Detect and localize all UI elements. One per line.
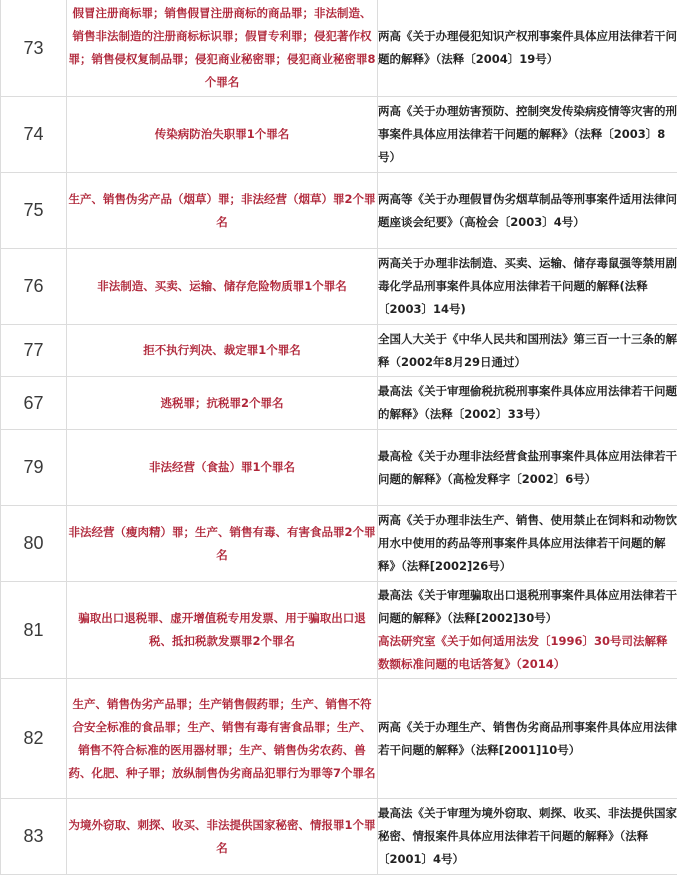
legal-basis bbox=[378, 325, 677, 377]
row-number: 83 bbox=[1, 799, 67, 875]
row-number: 67 bbox=[1, 377, 67, 430]
legal-basis bbox=[378, 582, 677, 679]
row-number: 80 bbox=[1, 506, 67, 582]
row-number: 76 bbox=[1, 249, 67, 325]
legal-basis bbox=[378, 506, 677, 582]
row-number: 74 bbox=[1, 97, 67, 173]
legal-basis bbox=[378, 97, 677, 173]
table-row bbox=[1, 97, 677, 173]
row-number: 73 bbox=[1, 0, 67, 97]
row-number: 79 bbox=[1, 430, 67, 506]
legal-basis bbox=[378, 799, 677, 875]
legal-basis bbox=[378, 173, 677, 249]
table-row bbox=[1, 799, 677, 875]
crime-names: 拒不执行判决、裁定罪1个罪名 bbox=[67, 325, 378, 377]
legal-basis bbox=[378, 679, 677, 799]
crime-names: 骗取出口退税罪、虚开增值税专用发票、用于骗取出口退税、抵扣税款发票罪2个罪名 bbox=[67, 582, 378, 679]
crime-names: 非法经营（瘦肉精）罪；生产、销售有毒、有害食品罪2个罪名 bbox=[67, 506, 378, 582]
basis-text: 最高法《关于审理偷税抗税刑事案件具体应用法律若干问题的解释》（法释〔2002〕33号） bbox=[378, 384, 677, 421]
table-row bbox=[1, 173, 677, 249]
table-row bbox=[1, 0, 677, 97]
row-number: 75 bbox=[1, 173, 67, 249]
table-row bbox=[1, 325, 677, 377]
legal-basis bbox=[378, 0, 677, 97]
crime-names: 逃税罪；抗税罪2个罪名 bbox=[67, 377, 378, 430]
basis-text: 两高《关于办理妨害预防、控制突发传染病疫情等灾害的刑事案件具体应用法律若干问题的解释》（法释〔2003〕8号） bbox=[378, 104, 677, 164]
basis-text: 全国人大关于《中华人民共和国刑法》第三百一十三条的解释（2002年8月29日通过） bbox=[378, 331, 677, 369]
crime-names: 为境外窃取、刺探、收买、非法提供国家秘密、情报罪1个罪名 bbox=[67, 799, 378, 875]
basis-text: 两高关于办理非法制造、买卖、运输、储存毒鼠强等禁用剧毒化学品刑事案件具体应用法律若干问题的解释(法释〔2003〕14号) bbox=[378, 256, 677, 316]
basis-text: 两高等《关于办理假冒伪劣烟草制品等刑事案件适用法律问题座谈会纪要》（高检会〔2003〕4号） bbox=[378, 191, 677, 229]
basis-text: 两高《关于办理生产、销售伪劣商品刑事案件具体应用法律若干问题的解释》（法释[2001]10号） bbox=[378, 719, 677, 757]
row-number: 77 bbox=[1, 325, 67, 377]
crime-names: 非法经营（食盐）罪1个罪名 bbox=[67, 430, 378, 506]
basis-text-highlight: 高法研究室《关于如何适用法发〔1996〕30号司法解释数额标准问题的电话答复》（2014） bbox=[378, 634, 668, 671]
legal-basis bbox=[378, 377, 677, 430]
table-row bbox=[1, 430, 677, 506]
table-row bbox=[1, 377, 677, 430]
row-number: 81 bbox=[1, 582, 67, 679]
table-row bbox=[1, 679, 677, 799]
crime-names: 假冒注册商标罪；销售假冒注册商标的商品罪；非法制造、销售非法制造的注册商标标识罪；假冒专利罪；侵犯著作权罪；销售侵权复制品罪；侵犯商业秘密罪；侵犯商业秘密罪8个罪名 bbox=[67, 0, 378, 97]
basis-text: 两高《关于办理非法生产、销售、使用禁止在饲料和动物饮用水中使用的药品等刑事案件具体应用法律若干问题的解释》（法释[2002]26号） bbox=[378, 513, 677, 573]
legal-basis bbox=[378, 249, 677, 325]
crime-names: 传染病防治失职罪1个罪名 bbox=[67, 97, 378, 173]
crime-names: 非法制造、买卖、运输、储存危险物质罪1个罪名 bbox=[67, 249, 378, 325]
table-row bbox=[1, 506, 677, 582]
legal-basis bbox=[378, 430, 677, 506]
basis-text: 最高法《关于审理为境外窃取、刺探、收买、非法提供国家秘密、情报案件具体应用法律若干问题的解释》（法释〔2001〕4号） bbox=[378, 806, 677, 866]
crime-names: 生产、销售伪劣产品（烟草）罪；非法经营（烟草）罪2个罪名 bbox=[67, 173, 378, 249]
row-number: 82 bbox=[1, 679, 67, 799]
table-row bbox=[1, 582, 677, 679]
basis-text: 最高检《关于办理非法经营食盐刑事案件具体应用法律若干问题的解释》（高检发释字〔2002〕6号） bbox=[378, 448, 677, 486]
basis-text: 两高《关于办理侵犯知识产权刑事案件具体应用法律若干问题的解释》（法释〔2004〕19号） bbox=[378, 29, 677, 66]
crime-names: 生产、销售伪劣产品罪；生产销售假药罪；生产、销售不符合安全标准的食品罪；生产、销售有毒有害食品罪；生产、销售不符合标准的医用器材罪；生产、销售伪劣农药、兽药、化肥、种子罪；放纵制售伪劣商品犯罪行为罪等7个罪名 bbox=[67, 679, 378, 799]
basis-text: 最高法《关于审理骗取出口退税刑事案件具体应用法律若干问题的解释》（法释[2002]30号） bbox=[378, 588, 677, 625]
table-row bbox=[1, 249, 677, 325]
